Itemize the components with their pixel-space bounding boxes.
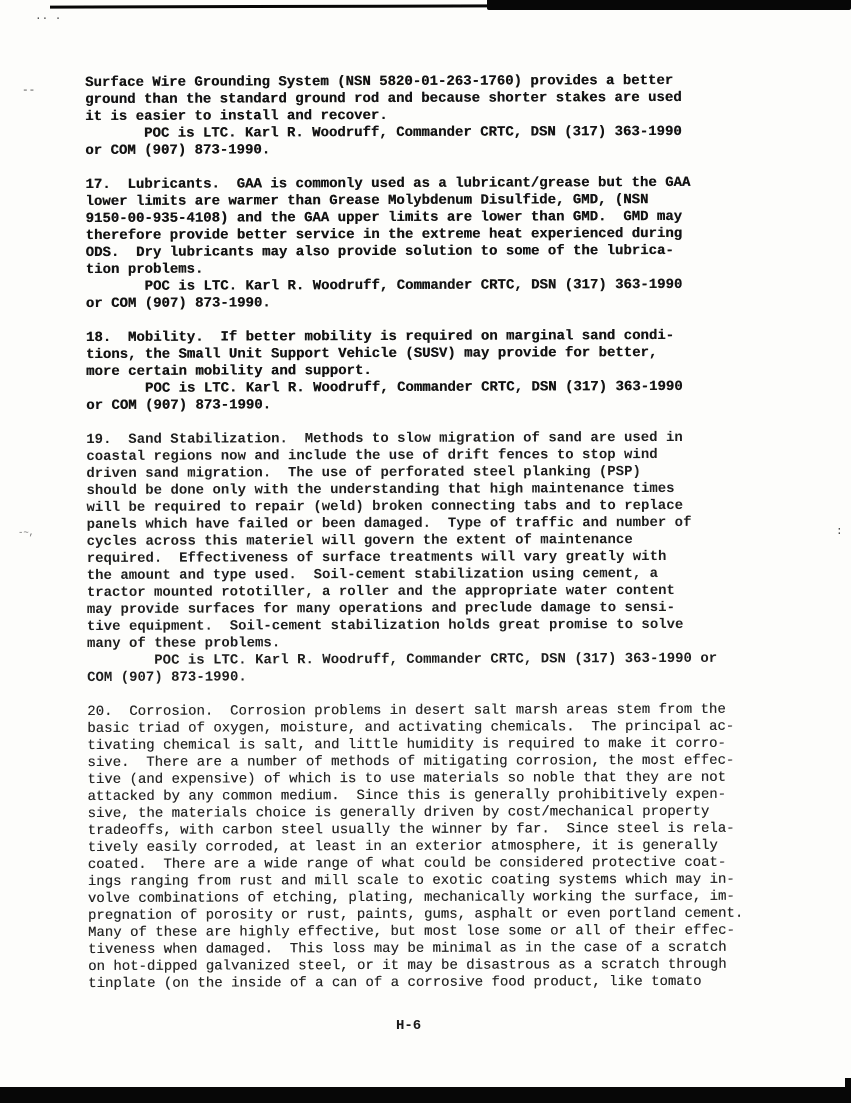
scan-artifact-top-bar	[487, 0, 851, 10]
scan-artifact-mark-left-upper: --	[22, 85, 36, 97]
paragraph-17-lubricants: 17. Lubricants. GAA is commonly used as a lubricant/grease but the GAA lower limits are warmer than Grease Molybdenum Disulfide, GMD, (NSN 9150-00-935-4108) and the GAA upper limits are lower than GMD. GMD may therefore provide better service in the extreme heat experienced during ODS. Dry lubricants may also provide solution to some of the lubrica- tion problems. POC is LTC. Karl R. Woodruff, Commander CRTC, DSN (317) 363-1990 or COM (907) 873-1990.	[85, 174, 691, 312]
scan-artifact-mark-left-mid: -~,	[18, 528, 35, 538]
paragraph-18-mobility: 18. Mobility. If better mobility is required on marginal sand condi- tions, the Small Unit Support Vehicle (SUSV) may provide for better, more certain mobility and support. POC is LTC. Karl R. Woodruff, Commander CRTC, DSN (317) 363-1990 or COM (907) 873-1990.	[85, 327, 683, 414]
scan-artifact-bottom-bar	[0, 1087, 851, 1103]
scan-artifact-mark-right-mid: :	[836, 526, 843, 538]
document-content	[85, 73, 744, 1010]
paragraph-19-sand-stabilization: 19. Sand Stabilization. Methods to slow migration of sand are used in coastal regions now and include the use of drift fences to stop wind driven sand migration. The use of perforated steel planking (PSP) should be done only with the understanding that high maintenance times will be required to repair (weld) broken connecting tabs and to replace panels which have failed or been damaged. Type of traffic and number of cycles across this materiel will govern the extent of maintenance required. Effectiveness of surface treatments will vary greatly with the amount and type used. Soil-cement stabilization using cement, a tractor mounted rototiller, a roller and the appropriate water content may provide surfaces for many operations and preclude damage to sensi- tive equipment. Soil-cement stabilization holds great promise to solve many of these problems. POC is LTC. Karl R. Woodruff, Commander CRTC, DSN (317) 363-1990 or COM (907) 873-1990.	[86, 429, 718, 686]
scan-artifact-mark-top-left: .. .	[35, 11, 62, 23]
paragraph-20-corrosion: 20. Corrosion. Corrosion problems in desert salt marsh areas stem from the basic triad of oxygen, moisture, and activating chemicals. The principal ac- tivating chemical is salt, and little humidity is required to make it corro- sive. There are a number of methods of mitigating corrosion, the most effec- tive (and expensive) of which is to use materials so noble that they are not attacked by any common medium. Since this is generally prohibitively expen- sive, the materials choice is generally driven by cost/mechanical property tradeoffs, with carbon steel usually the winner by far. Since steel is rela- tively easily corroded, at least in an exterior atmosphere, it is generally coated. There are a wide range of what could be considered protective coat- ings ranging from rust and mill scale to exotic coating systems which may in- volve combinations of etching, plating, mechanically working the surface, im- pregnation of porosity or rust, paints, gums, asphalt or even portland cement. Many of these are highly effective, but most lose some or all of their effec- tiveness when damaged. This loss may be minimal as in the case of a scratch on hot-dipped galvanized steel, or it may be disastrous as a scratch through tinplate (on the inside of a can of a corrosive food product, like tomato	[87, 701, 744, 992]
scan-artifact-bottom-right-nub	[845, 1078, 851, 1090]
page-number: H-6	[396, 1018, 422, 1034]
paragraph-grounding-continuation: Surface Wire Grounding System (NSN 5820-01-263-1760) provides a better ground than the standard ground rod and because shorter stakes are used it is easier to install and recover. POC is LTC. Karl R. Woodruff, Commander CRTC, DSN (317) 363-1990 or COM (907) 873-1990.	[85, 72, 682, 159]
scan-artifact-top-line	[50, 4, 495, 8]
